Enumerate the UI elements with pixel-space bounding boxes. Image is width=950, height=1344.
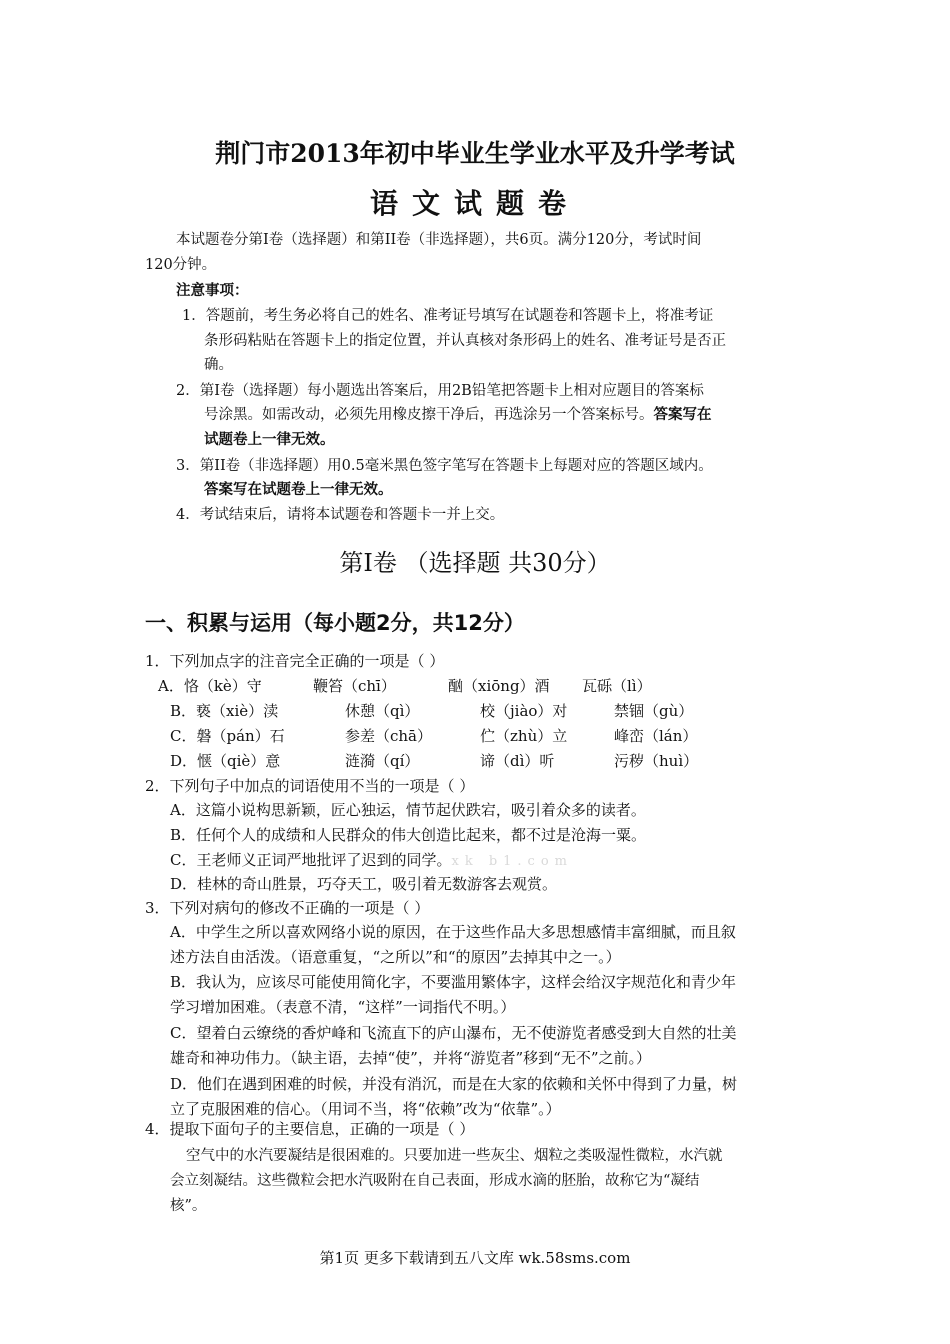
q2-option-a: A．这篇小说构思新颖，匠心独运，情节起伏跌宕，吸引着众多的读者。 — [170, 801, 646, 819]
q4-passage-line-1: 空气中的水汽要凝结是很困难的。只要加进一些灰尘、烟粒之类吸湿性微粒，水汽就 — [186, 1148, 723, 1164]
q2-stem: 2．下列句子中加点的词语使用不当的一项是（ ） — [145, 777, 475, 795]
q1-b-4: 禁锢（gù） — [614, 702, 694, 720]
note-4: 4．考试结束后，请将本试题卷和答题卡一并上交。 — [176, 507, 505, 523]
note-3-line-2: 答案写在试题卷上一律无效。 — [204, 482, 393, 498]
q1-a-4: 瓦砾（lì） — [582, 677, 652, 695]
q1-d-3: 谛（dì）听 — [480, 752, 555, 770]
q3-c-line-2: 雄奇和神功伟力。（缺主语，去掉“使”，并将“游览者”移到“无不”之前。） — [170, 1049, 652, 1067]
note-3-line-1: 3．第ⅠⅠ卷（非选择题）用0.5毫米黑色签字笔写在答题卡上每题对应的答题区域内。 — [176, 458, 713, 474]
q1-d-2: 涟漪（qí） — [345, 752, 420, 770]
q3-b-line-1: B．我认为，应该尽可能使用简化字，不要滥用繁体字，这样会给汉字规范化和青少年 — [170, 973, 737, 991]
q1-d-4: 污秽（huì） — [614, 752, 699, 770]
q1-b-2: 休憩（qì） — [345, 702, 420, 720]
q1-d-1: D．惬（qiè）意 — [170, 752, 281, 770]
notes-heading: 注意事项： — [176, 283, 249, 299]
exam-title: 荆门市2013年初中毕业生学业水平及升学考试 — [215, 139, 735, 168]
q3-a-line-1: A．中学生之所以喜欢网络小说的原因，在于这些作品大多思想感情丰富细腻，而且叙 — [170, 923, 736, 941]
q4-passage-line-3: 核”。 — [170, 1198, 207, 1214]
intro-line-1: 本试题卷分第Ⅰ卷（选择题）和第ⅠⅠ卷（非选择题），共6页。满分120分，考试时间 — [176, 232, 702, 248]
note-2-bold: 答案写在 — [653, 407, 712, 423]
section-1-heading: 一、积累与运用（每小题2分，共12分） — [145, 611, 525, 635]
q1-stem: 1．下列加点字的注音完全正确的一项是（ ） — [145, 652, 445, 670]
q4-stem: 4．提取下面句子的主要信息，正确的一项是（ ） — [145, 1120, 475, 1138]
q2-option-c-text: C．王老师义正词严地批评了迟到的同学。 — [170, 851, 452, 869]
watermark-text: xk b1.com — [451, 854, 573, 869]
q3-c-line-1: C．望着白云缭绕的香炉峰和飞流直下的庐山瀑布，无不使游览者感受到大自然的壮美 — [170, 1024, 737, 1042]
q4-passage-line-2: 会立刻凝结。这些微粒会把水汽吸附在自己表面，形成水滴的胚胎，故称它为“凝结 — [170, 1173, 700, 1189]
note-2-text: 号涂黑。如需改动，必须先用橡皮擦干净后，再选涂另一个答案标号。 — [204, 407, 654, 423]
note-1-line-2: 条形码粘贴在答题卡上的指定位置，并认真核对条形码上的姓名、准考证号是否正 — [204, 333, 726, 349]
q2-option-b: B．任何个人的成绩和人民群众的伟大创造比起来，都不过是沧海一粟。 — [170, 826, 647, 844]
part-1-heading: 第Ⅰ卷 （选择题 共30分） — [339, 549, 611, 577]
q1-c-4: 峰峦（lán） — [614, 727, 698, 745]
note-2-line-2 — [204, 403, 712, 424]
q1-c-3: 伫（zhù）立 — [480, 727, 568, 745]
page-footer: 第1页 更多下载请到五八文库 wk.58sms.com — [319, 1249, 631, 1267]
q3-d-line-2: 立了克服困难的信心。（用词不当，将“依赖”改为“依靠”。） — [170, 1100, 561, 1118]
note-2-line-3: 试题卷上一律无效。 — [204, 432, 335, 448]
intro-line-2: 120分钟。 — [145, 257, 217, 273]
q1-b-3: 校（jiào）对 — [480, 702, 568, 720]
q1-c-1: C．磐（pán）石 — [170, 727, 285, 745]
q3-b-line-2: 学习增加困难。（表意不清，“这样”一词指代不明。） — [170, 998, 516, 1016]
q1-b-1: B．亵（xiè）渎 — [170, 702, 279, 720]
q3-stem: 3．下列对病句的修改不正确的一项是（ ） — [145, 899, 430, 917]
q2-option-d: D．桂林的奇山胜景，巧夺天工，吸引着无数游客去观赏。 — [170, 875, 558, 893]
note-2-line-1: 2．第Ⅰ卷（选择题）每小题选出答案后，用2B铅笔把答题卡上相对应题目的答案标 — [176, 383, 704, 399]
note-1-line-3: 确。 — [204, 357, 233, 373]
q1-a-3: 酗（xiōng）酒 — [448, 677, 550, 695]
paper-subtitle: 语文试题卷 — [369, 187, 580, 220]
q1-a-1: A．恪（kè）守 — [158, 677, 262, 695]
note-1-line-1: 1．答题前，考生务必将自己的姓名、准考证号填写在试题卷和答题卡上，将准考证 — [182, 308, 714, 324]
q3-d-line-1: D．他们在遇到困难的时候，并没有消沉，而是在大家的依赖和关怀中得到了力量，树 — [170, 1075, 738, 1093]
q2-option-c — [170, 849, 573, 870]
q1-a-2: 鞭笞（chī） — [313, 677, 396, 695]
q3-a-line-2: 述方法自由活泼。（语意重复，“之所以”和“的原因”去掉其中之一。） — [170, 948, 621, 966]
q1-c-2: 参差（chā） — [345, 727, 433, 745]
